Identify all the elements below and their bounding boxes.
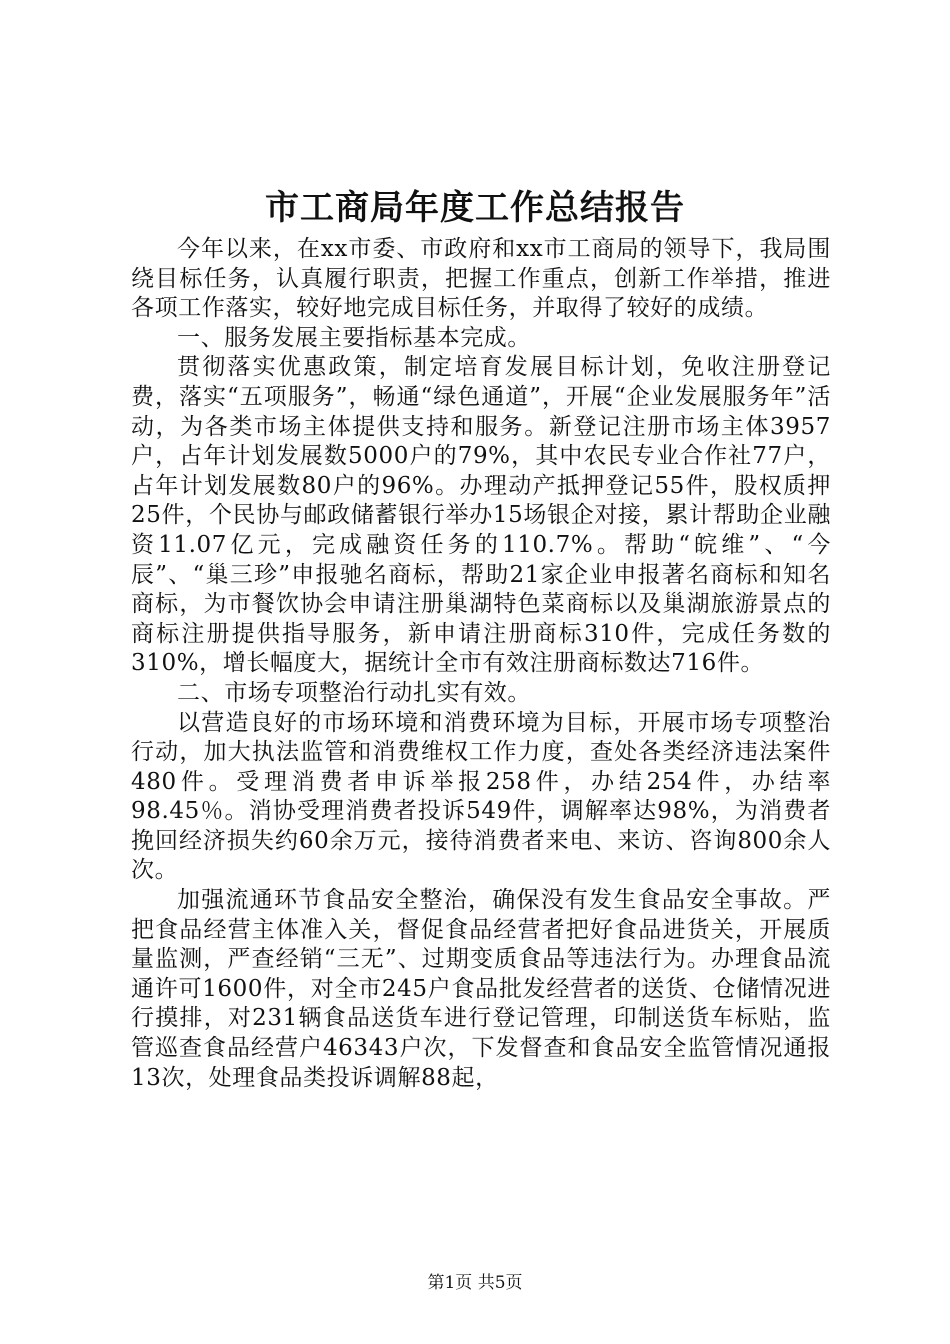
paragraph-service-development: 贯彻落实优惠政策，制定培育发展目标计划，免收注册登记费，落实“五项服务”，畅通“绿色通道”，开展“企业发展服务年”活动，为各类市场主体提供支持和服务。新登记注册市场主体3957户，占年计划发展数5000户的79%，其中农民专业合作社77户，占年计划发展数80户的96%。办理动产抵押登记55件，股权质押25件，个民协与邮政储蓄银行举办15场银企对接，累计帮助企业融资11.07亿元，完成融资任务的110.7%。帮助“皖维”、“今辰”、“巢三珍”申报驰名商标，帮助21家企业申报著名商标和知名商标，为市餐饮协会申请注册巢湖特色菜商标以及巢湖旅游景点的商标注册提供指导服务，新申请注册商标310件，完成任务数的310%，增长幅度大，据统计全市有效注册商标数达716件。 xyxy=(131,354,831,677)
paragraph-food-safety: 加强流通环节食品安全整治，确保没有发生食品安全事故。严把食品经营主体准入关，督促食品经营者把好食品进货关，开展质量监测，严查经销“三无”、过期变质食品等违法行为。办理食品流通许可1600件，对全市245户食品批发经营者的送货、仓储情况进行摸排，对231辆食品送货车进行登记管理，印制送货车标贴，监管巡查食品经营户46343户次，下发督查和食品安全监管情况通报13次，处理食品类投诉调解88起， xyxy=(131,887,831,1091)
section-heading-2: 二、市场专项整治行动扎实有效。 xyxy=(177,679,531,706)
section-heading-1: 一、服务发展主要指标基本完成。 xyxy=(177,324,531,351)
document-body xyxy=(131,235,831,1093)
paragraph-intro: 今年以来，在xx市委、市政府和xx市工商局的领导下，我局围绕目标任务，认真履行职责，把握工作重点，创新工作举措，推进各项工作落实，较好地完成目标任务，并取得了较好的成绩。 xyxy=(131,236,831,322)
page-footer: 第1页 共5页 xyxy=(427,1273,523,1293)
page-title: 市工商局年度工作总结报告 xyxy=(265,188,685,228)
paragraph-market-rectification: 以营造良好的市场环境和消费环境为目标，开展市场专项整治行动，加大执法监管和消费维权工作力度，查处各类经济违法案件480件。受理消费者申诉举报258件，办结254件，办结率98.45％。消协受理消费者投诉549件，调解率达98%，为消费者挽回经济损失约60余万元，接待消费者来电、来访、咨询800余人次。 xyxy=(131,709,831,884)
